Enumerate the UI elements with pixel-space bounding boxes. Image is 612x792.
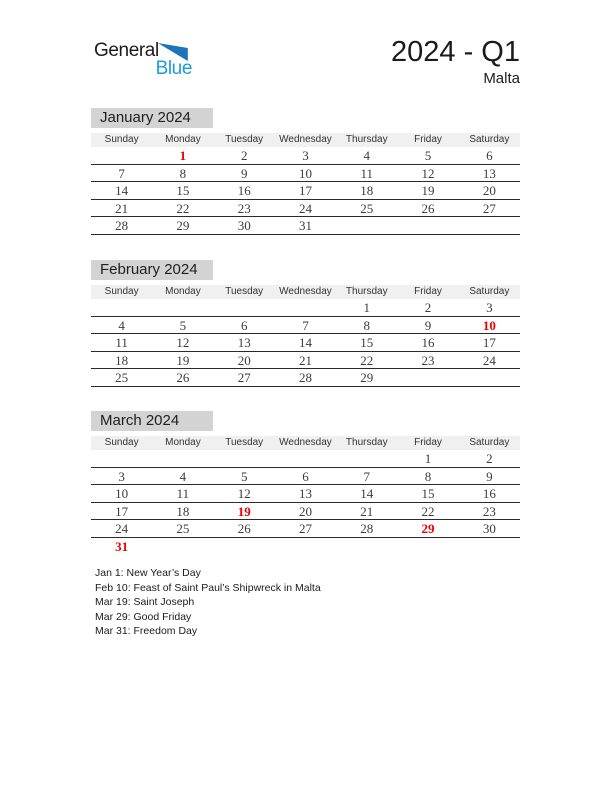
weekday-label-tuesday: Tuesday [225, 286, 264, 297]
day-cell: 5 [240, 468, 248, 484]
weekday-label-sunday: Sunday [104, 437, 139, 448]
day-cell: 5 [179, 317, 187, 333]
empty-day-cell [275, 538, 336, 556]
day-cell: 1 [424, 451, 432, 466]
logo-word-blue: Blue [155, 58, 192, 79]
day-row [91, 334, 520, 352]
day-cell: 10 [115, 486, 129, 501]
empty-day-cell [459, 217, 520, 234]
day-cell: 13 [482, 165, 496, 181]
holidays-list [95, 566, 321, 639]
day-cell: 8 [424, 468, 432, 484]
empty-day-cell [152, 299, 213, 316]
day-cell: 26 [421, 200, 435, 216]
day-cell: 6 [302, 468, 309, 484]
day-cell: 13 [237, 335, 251, 350]
day-cell: 25 [360, 200, 374, 216]
day-cell: 17 [298, 183, 312, 198]
day-row [91, 317, 520, 335]
day-cell: 21 [298, 352, 312, 368]
day-cell: 4 [363, 148, 371, 163]
weekday-label-wednesday: Wednesday [279, 134, 332, 145]
day-cell: 7 [118, 165, 125, 181]
day-cell: 22 [176, 200, 190, 216]
day-cell: 17 [115, 503, 129, 519]
day-cell: 12 [237, 486, 251, 501]
month-title: February 2024 [91, 260, 213, 280]
day-cell: 27 [237, 370, 251, 385]
day-row [91, 147, 520, 165]
day-cell: 28 [115, 218, 129, 233]
month-section-march [91, 411, 520, 555]
day-cell: 15 [360, 335, 374, 350]
month-title: January 2024 [91, 108, 213, 128]
day-cell: 17 [482, 335, 496, 350]
day-cell: 19 [176, 352, 190, 368]
day-cell: 20 [298, 503, 312, 519]
day-cell: 9 [240, 165, 248, 181]
empty-day-cell [91, 299, 152, 316]
month-section-january [91, 108, 520, 235]
day-row [91, 450, 520, 468]
day-cell: 29 [360, 370, 374, 385]
day-cell: 27 [482, 200, 496, 216]
logo-word-general: General [94, 40, 159, 61]
weekday-label-monday: Monday [165, 437, 201, 448]
day-cell: 26 [176, 370, 190, 385]
day-cell: 21 [115, 200, 129, 216]
day-cell: 29 [176, 218, 190, 233]
day-cell: 9 [486, 468, 493, 484]
day-cell: 15 [421, 486, 435, 501]
day-cell: 14 [360, 486, 374, 501]
page-title: 2024 - Q1 [391, 36, 520, 68]
month-section-february [91, 260, 520, 387]
day-cell: 6 [486, 148, 493, 163]
day-cell: 1 [179, 148, 187, 163]
day-cell: 24 [115, 521, 129, 536]
holiday-line: Feb 10: Feast of Saint Paul’s Shipwreck in Malta [95, 581, 321, 594]
day-row [91, 538, 520, 556]
holiday-line: Jan 1: New Year’s Day [95, 567, 201, 579]
weekday-label-sunday: Sunday [104, 286, 139, 297]
day-cell: 10 [482, 317, 496, 333]
day-row [91, 200, 520, 218]
day-cell: 24 [482, 352, 496, 368]
day-cell: 2 [424, 300, 432, 315]
day-cell: 23 [421, 352, 435, 368]
day-cell: 7 [302, 317, 309, 333]
day-row [91, 165, 520, 183]
day-cell: 3 [486, 300, 493, 315]
holiday-line: Mar 29: Good Friday [95, 610, 192, 623]
location-subtitle: Malta [483, 70, 520, 87]
day-cell: 13 [298, 486, 312, 501]
empty-day-cell [275, 299, 336, 316]
empty-day-cell [459, 538, 520, 556]
day-cell: 11 [115, 335, 128, 350]
day-cell: 3 [118, 468, 125, 484]
empty-day-cell [459, 369, 520, 386]
weekday-label-sunday: Sunday [104, 134, 139, 145]
weekday-label-friday: Friday [414, 437, 442, 448]
day-cell: 31 [298, 218, 312, 233]
empty-day-cell [397, 538, 458, 556]
day-cell: 10 [298, 165, 312, 181]
day-row [91, 520, 520, 538]
weekday-label-thursday: Thursday [345, 134, 388, 145]
day-cell: 16 [237, 183, 251, 198]
weekday-header-row [91, 285, 520, 299]
empty-day-cell [91, 450, 152, 467]
day-row [91, 485, 520, 503]
day-cell: 5 [424, 148, 432, 163]
empty-day-cell [275, 450, 336, 467]
day-cell: 30 [237, 218, 251, 233]
day-cell: 12 [421, 165, 435, 181]
day-row [91, 369, 520, 387]
weekday-label-thursday: Thursday [345, 286, 388, 297]
empty-day-cell [397, 369, 458, 386]
weekday-label-tuesday: Tuesday [225, 134, 264, 145]
day-row [91, 182, 520, 200]
weekday-label-friday: Friday [414, 286, 442, 297]
day-cell: 11 [176, 486, 190, 501]
day-cell: 8 [363, 317, 371, 333]
day-row [91, 352, 520, 370]
day-cell: 14 [298, 335, 312, 350]
empty-day-cell [214, 299, 275, 316]
day-cell: 18 [360, 183, 374, 198]
day-cell: 16 [421, 335, 435, 350]
holiday-line: Mar 19: Saint Joseph [95, 596, 195, 608]
day-cell: 23 [237, 200, 251, 216]
empty-day-cell [152, 450, 213, 467]
day-cell: 1 [363, 300, 371, 315]
day-cell: 19 [237, 503, 251, 519]
empty-day-cell [214, 538, 275, 556]
weekday-label-thursday: Thursday [345, 437, 388, 448]
weekday-label-saturday: Saturday [469, 437, 510, 448]
day-row [91, 503, 520, 521]
weekday-label-tuesday: Tuesday [225, 437, 264, 448]
day-cell: 25 [176, 521, 190, 536]
day-cell: 28 [360, 521, 374, 536]
day-cell: 24 [298, 200, 312, 216]
day-cell: 6 [240, 317, 248, 333]
day-cell: 3 [302, 148, 309, 163]
empty-day-cell [336, 217, 397, 234]
empty-day-cell [336, 450, 397, 467]
day-cell: 8 [179, 165, 187, 181]
day-row [91, 217, 520, 235]
holiday-line: Mar 31: Freedom Day [95, 625, 198, 637]
weekday-header-row [91, 133, 520, 147]
day-cell: 15 [176, 183, 190, 198]
day-cell: 11 [360, 165, 374, 181]
empty-day-cell [336, 538, 397, 556]
empty-day-cell [152, 538, 213, 556]
day-cell: 2 [240, 148, 248, 163]
day-cell: 28 [298, 370, 312, 385]
weekday-label-wednesday: Wednesday [279, 437, 332, 448]
day-cell: 20 [237, 352, 251, 368]
month-title: March 2024 [91, 411, 213, 431]
day-cell: 27 [298, 521, 312, 536]
day-cell: 31 [115, 538, 129, 554]
day-cell: 14 [115, 183, 129, 198]
day-cell: 18 [115, 352, 129, 368]
day-cell: 21 [360, 503, 374, 519]
day-row [91, 299, 520, 317]
day-cell: 20 [482, 183, 496, 198]
empty-day-cell [214, 450, 275, 467]
day-cell: 18 [176, 503, 190, 519]
day-cell: 22 [360, 352, 374, 368]
day-cell: 12 [176, 335, 190, 350]
day-cell: 19 [421, 183, 435, 198]
weekday-label-friday: Friday [414, 134, 442, 145]
day-cell: 7 [363, 468, 371, 484]
day-cell: 30 [482, 521, 496, 536]
day-cell: 26 [237, 521, 251, 536]
day-cell: 23 [482, 503, 496, 519]
day-cell: 22 [421, 503, 435, 519]
day-cell: 4 [179, 468, 187, 484]
day-cell: 2 [486, 451, 493, 466]
day-cell: 9 [424, 317, 432, 333]
empty-day-cell [397, 217, 458, 234]
weekday-label-saturday: Saturday [469, 134, 510, 145]
empty-day-cell [91, 147, 152, 164]
weekday-header-row [91, 436, 520, 450]
day-row [91, 468, 520, 486]
weekday-label-monday: Monday [165, 286, 201, 297]
day-cell: 29 [421, 521, 435, 536]
weekday-label-wednesday: Wednesday [279, 286, 332, 297]
day-cell: 16 [482, 486, 496, 501]
weekday-label-saturday: Saturday [469, 286, 510, 297]
day-cell: 4 [118, 317, 125, 333]
day-cell: 25 [115, 370, 129, 385]
weekday-label-monday: Monday [165, 134, 201, 145]
